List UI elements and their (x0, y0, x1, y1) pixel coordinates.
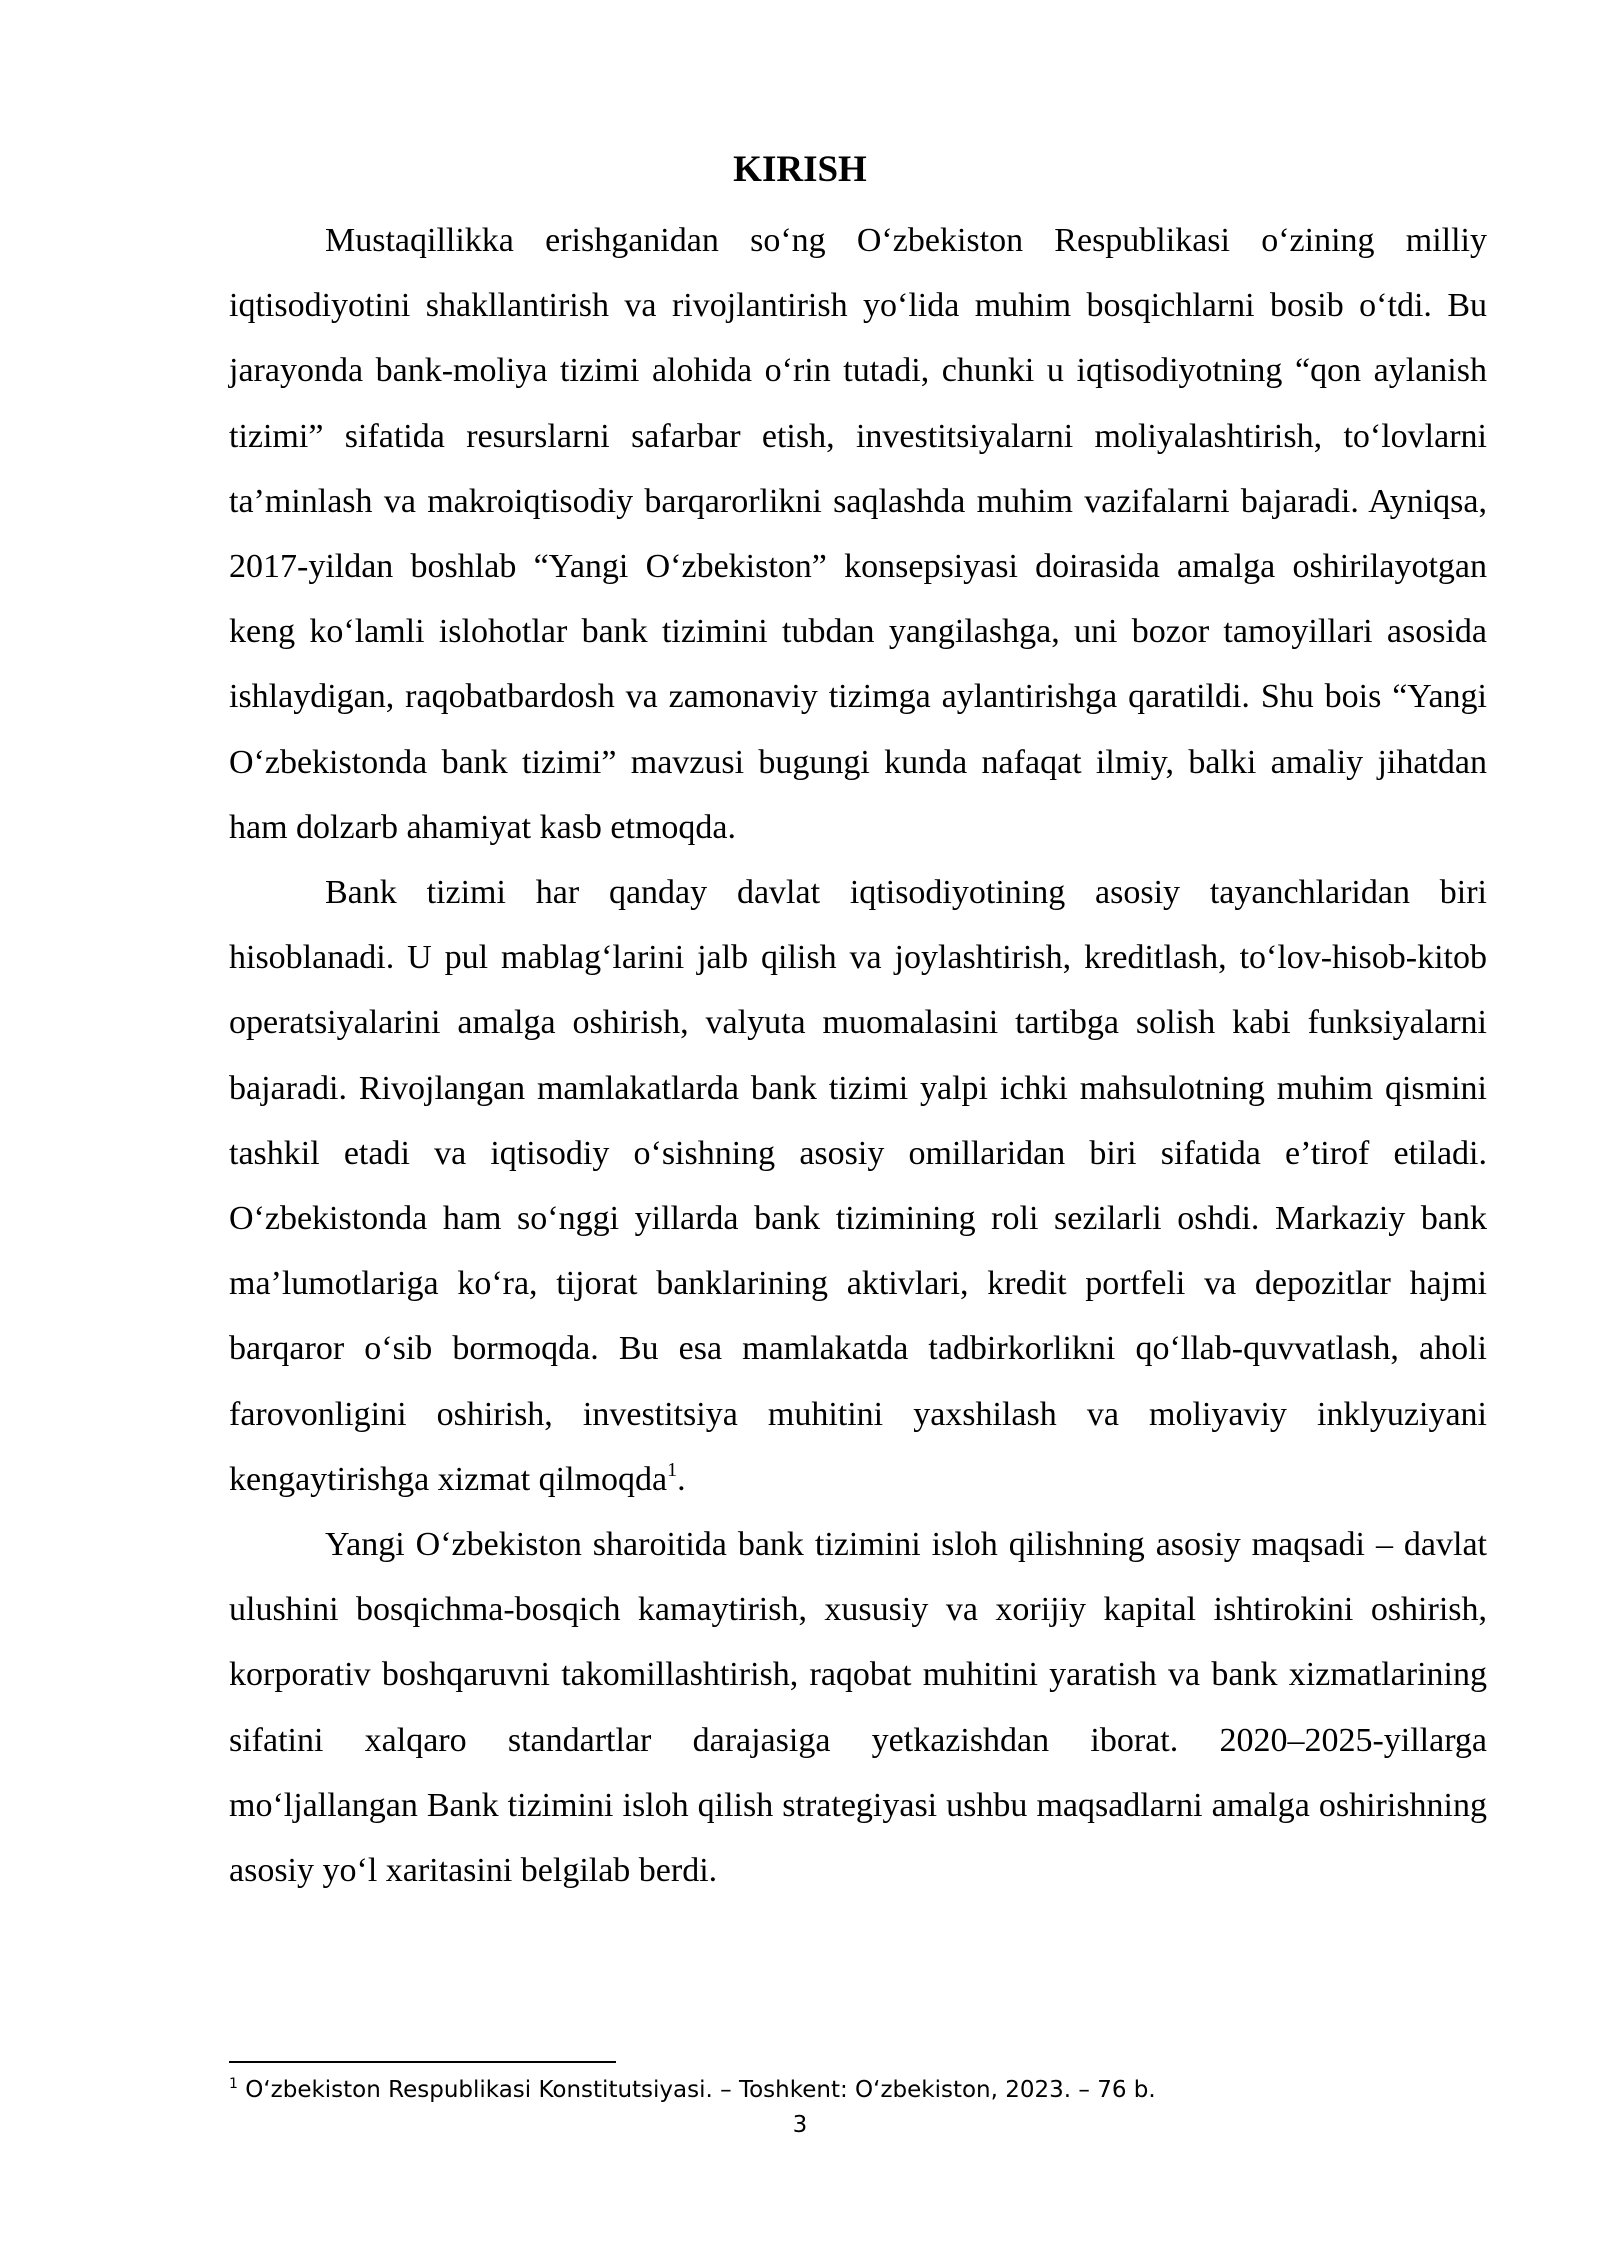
paragraph-1-text: Mustaqillikka erishganidan so‘ng O‘zbekiston Respublikasi o‘zining milliy iqtisodiyotini shakllantirish va rivojlantirish yo‘lida muhim bosqichlarni bosib o‘tdi. Bu jarayonda bank-moliya tizimi alohida o‘rin tutadi, chunki u iqtisodiyotning “qon aylanish tizimi” sifatida resurslarni safarbar etish, investitsiyalarni moliyalashtirish, to‘lovlarni ta’minlash va makroiqtisodiy barqarorlikni saqlashda muhim vazifalarni bajaradi. Ayniqsa, 2017-yildan boshlab “Yangi O‘zbekiston” konsepsiyasi doirasida amalga oshirilayotgan keng ko‘lamli islohotlar bank tizimini tubdan yangilashga, uni bozor tamoyillari asosida ishlaydigan, raqobatbardosh va zamonaviy tizimga aylantirishga qaratildi. Shu bois “Yangi O‘zbekistonda bank tizimi” mavzusi bugungi kunda nafaqat ilmiy, balki amaliy jihatdan ham dolzarb ahamiyat kasb etmoqda. (229, 222, 1487, 846)
footnote-text: O‘zbekiston Respublikasi Konstitutsiyasi. – Toshkent: O‘zbekiston, 2023. – 76 b. (237, 2077, 1156, 2103)
page-number: 3 (792, 2112, 808, 2138)
footnote-marker: 1 (229, 2076, 238, 2092)
footnote (229, 2077, 1156, 2103)
footnote-separator (229, 2061, 616, 2063)
page-title: KIRISH (733, 149, 867, 190)
body-text (229, 208, 1487, 1903)
paragraph-2-text: Bank tizimi har qanday davlat iqtisodiyotining asosiy tayanchlaridan biri hisoblanadi. U pul mablag‘larini jalb qilish va joylashtirish, kreditlash, to‘lov-hisob-kitob operatsiyalarini amalga oshirish, valyuta muomalasini tartibga solish kabi funksiyalarni bajaradi. Rivojlangan mamlakatlarda bank tizimi yalpi ichki mahsulotning muhim qismini tashkil etadi va iqtisodiy o‘sishning asosiy omillaridan biri sifatida e’tirof etiladi. O‘zbekistonda ham so‘nggi yillarda bank tizimining roli sezilarli oshdi. Markaziy bank ma’lumotlariga ko‘ra, tijorat banklarining aktivlari, kredit portfeli va depozitlar hajmi barqaror o‘sib bormoqda. Bu esa mamlakatda tadbirkorlikni qo‘llab-quvvatlash, aholi farovonligini oshirish, investitsiya muhitini yaxshilash va moliyaviy inklyuziyani kengaytirishga xizmat qilmoqda (229, 874, 1487, 1498)
paragraph-3 (229, 1512, 1487, 1903)
paragraph-1 (229, 208, 1487, 860)
footnote-reference[interactable]: 1 (667, 1458, 678, 1481)
paragraph-2-tail: . (677, 1460, 686, 1498)
paragraph-3-text: Yangi O‘zbekiston sharoitida bank tizimini isloh qilishning asosiy maqsadi – davlat ulushini bosqichma-bosqich kamaytirish, xususiy va xorijiy kapital ishtirokini oshirish, korporativ boshqaruvni takomillashtirish, raqobat muhitini yaratish va bank xizmatlarining sifatini xalqaro standartlar darajasiga yetkazishdan iborat. 2020–2025-yillarga mo‘ljallangan Bank tizimini isloh qilish strategiyasi ushbu maqsadlarni amalga oshirishning asosiy yo‘l xaritasini belgilab berdi. (229, 1526, 1487, 1890)
paragraph-2 (229, 860, 1487, 1512)
